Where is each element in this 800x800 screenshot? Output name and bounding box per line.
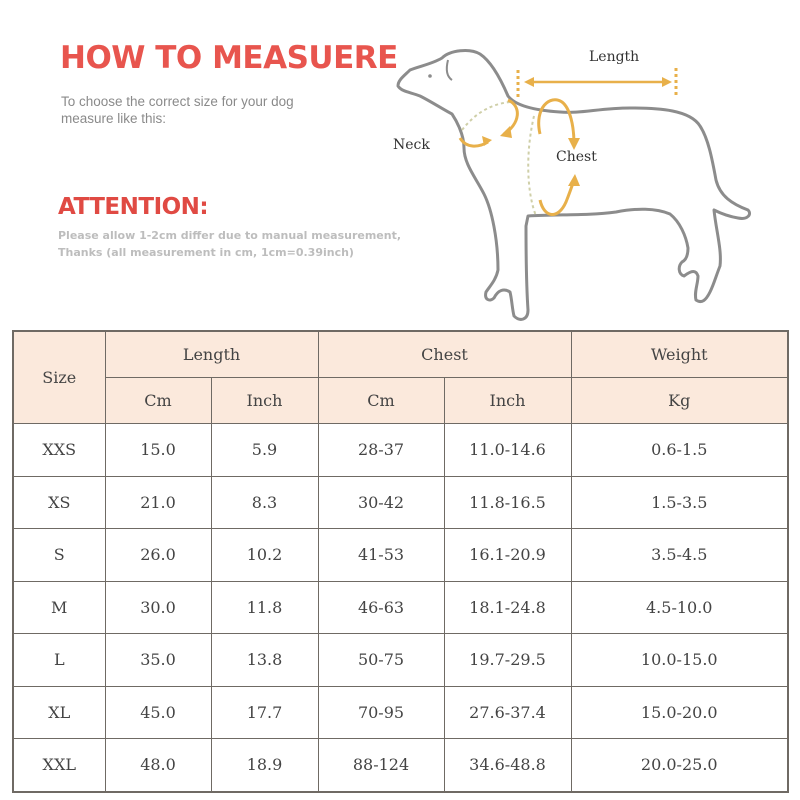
cell-chest-inch: 11.8-16.5 <box>444 476 571 529</box>
length-label: Length <box>589 49 640 65</box>
cell-size: S <box>13 529 105 582</box>
cell-length-cm: 35.0 <box>105 634 211 687</box>
cell-length-cm: 26.0 <box>105 529 211 582</box>
dog-outline-icon <box>380 30 770 330</box>
attention-note <box>58 227 418 261</box>
subheader-chest-inch: Inch <box>444 378 571 424</box>
subheader-weight-kg: Kg <box>571 378 788 424</box>
cell-weight-kg: 0.6-1.5 <box>571 424 788 477</box>
cell-length-inch: 13.8 <box>211 634 318 687</box>
cell-chest-inch: 19.7-29.5 <box>444 634 571 687</box>
cell-length-inch: 17.7 <box>211 686 318 739</box>
cell-size: XXS <box>13 424 105 477</box>
cell-size: M <box>13 581 105 634</box>
cell-chest-cm: 46-63 <box>318 581 444 634</box>
cell-length-inch: 18.9 <box>211 739 318 792</box>
cell-size: L <box>13 634 105 687</box>
cell-chest-inch: 18.1-24.8 <box>444 581 571 634</box>
table-row <box>13 634 788 687</box>
cell-chest-cm: 70-95 <box>318 686 444 739</box>
cell-length-inch: 10.2 <box>211 529 318 582</box>
cell-length-cm: 15.0 <box>105 424 211 477</box>
dog-measurement-diagram <box>380 30 770 330</box>
cell-length-cm: 21.0 <box>105 476 211 529</box>
cell-size: XS <box>13 476 105 529</box>
measure-instructions: To choose the correct size for your dog measure like this: <box>61 94 294 126</box>
cell-chest-cm: 41-53 <box>318 529 444 582</box>
cell-weight-kg: 4.5-10.0 <box>571 581 788 634</box>
subheader-chest-cm: Cm <box>318 378 444 424</box>
cell-length-cm: 30.0 <box>105 581 211 634</box>
cell-chest-inch: 16.1-20.9 <box>444 529 571 582</box>
table-row <box>13 739 788 792</box>
header-chest: Chest <box>318 331 571 378</box>
header-weight: Weight <box>571 331 788 378</box>
cell-length-inch: 5.9 <box>211 424 318 477</box>
cell-size: XL <box>13 686 105 739</box>
cell-chest-cm: 88-124 <box>318 739 444 792</box>
subheader-length-cm: Cm <box>105 378 211 424</box>
cell-weight-kg: 20.0-25.0 <box>571 739 788 792</box>
attention-note-line-2: Thanks (all measurement in cm, 1cm=0.39inch) <box>58 246 354 259</box>
neck-label: Neck <box>393 137 430 153</box>
header-length: Length <box>105 331 318 378</box>
header-size: Size <box>13 331 105 424</box>
cell-chest-inch: 34.6-48.8 <box>444 739 571 792</box>
cell-chest-inch: 11.0-14.6 <box>444 424 571 477</box>
page-title: HOW TO MEASUERE <box>60 40 398 76</box>
cell-length-inch: 11.8 <box>211 581 318 634</box>
cell-weight-kg: 3.5-4.5 <box>571 529 788 582</box>
cell-length-inch: 8.3 <box>211 476 318 529</box>
cell-weight-kg: 10.0-15.0 <box>571 634 788 687</box>
table-row <box>13 581 788 634</box>
cell-length-cm: 45.0 <box>105 686 211 739</box>
chest-label: Chest <box>556 149 597 165</box>
cell-weight-kg: 15.0-20.0 <box>571 686 788 739</box>
table-row <box>13 424 788 477</box>
table-row <box>13 686 788 739</box>
table-row <box>13 476 788 529</box>
cell-weight-kg: 1.5-3.5 <box>571 476 788 529</box>
size-chart-table <box>12 330 789 793</box>
attention-heading: ATTENTION: <box>58 194 209 220</box>
cell-chest-inch: 27.6-37.4 <box>444 686 571 739</box>
cell-chest-cm: 30-42 <box>318 476 444 529</box>
table-row <box>13 529 788 582</box>
cell-chest-cm: 50-75 <box>318 634 444 687</box>
subheader-length-inch: Inch <box>211 378 318 424</box>
cell-length-cm: 48.0 <box>105 739 211 792</box>
attention-note-line-1: Please allow 1-2cm differ due to manual measurement, <box>58 229 402 242</box>
cell-size: XXL <box>13 739 105 792</box>
cell-chest-cm: 28-37 <box>318 424 444 477</box>
